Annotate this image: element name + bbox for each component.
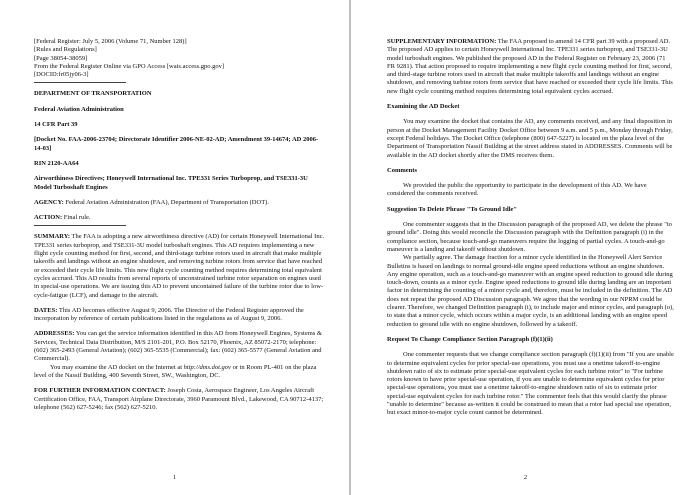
docket-number: [Docket No. FAA-2006-23704; Directorate Identifier 2006-NE-02-AD; Amendment 39-14674; AD 2006-14-03] — [34, 136, 319, 152]
header-line: From the Federal Register Online via GPO Access [wais.access.gpo.gov] — [34, 62, 225, 70]
addresses-docket-paragraph — [34, 364, 325, 381]
cfr-part: 14 CFR Part 39 — [34, 121, 78, 129]
action-text: Final rule. — [62, 214, 91, 222]
action-paragraph — [34, 214, 325, 222]
federal-register-header — [34, 38, 325, 83]
action-label: ACTION: — [34, 214, 63, 222]
addresses-docket-text-end: or in Room PL-401 on the plaza level of the Nassif Building, 400 Seventh Street, SW., Washington, DC. — [34, 363, 317, 379]
agency-name: Federal Aviation Administration — [34, 105, 124, 113]
header-line: [Rules and Regulations] — [34, 46, 97, 54]
addresses-label: ADDRESSES: — [34, 330, 75, 338]
department-heading: DEPARTMENT OF TRANSPORTATION — [34, 90, 152, 98]
agency-label: AGENCY: — [34, 198, 64, 206]
page-1 — [0, 0, 349, 495]
comments-paragraph: We provided the public the opportunity to participate in the development of this AD. We have considered the comments received. — [387, 182, 647, 198]
contact-label: FOR FURTHER INFORMATION CONTACT: — [34, 387, 166, 395]
addresses-text: You can get the service information identified in this AD from Honeywell Engines, Systems & Services, Technical Data Distribution, M/S 2101-201, P.O. Box 52170, Phoenix, AZ 85072-2170; telephone: (602) 365-2493 (General Aviation); (602) 365-5535 (Commercial); fax: (602) 365-5577 (General Aviation and Commercial). — [34, 330, 322, 363]
request-paragraph: One commenter requests that we change compliance section paragraph (f)(1)(ii) from "If you are unable to determine equivalent cycles for prior special-use operations, you must use a onetime takeoff-to-engine shutdown ratio of six to estimate prior special-use equivalent cycles for each turbine rotor" to "For turbine rotors known to have prior special-use operation, if you are unable to determine equivalent cycles for prior special-use operations, you must use a onetime takeoff-to-engine shutdown ratio of six to estimate prior special-use equivalent cycles for each turbine rotor." The commenter feels that this would clarify the phrase "unable to determine" because as-written it could be construed to mean that a rotor had special use operation, but exact minor-to-major cycle count cannot be determined. — [387, 351, 674, 417]
supplementary-paragraph — [387, 38, 674, 96]
request-heading: Request To Change Compliance Section Paragraph (f)(1)(ii) — [387, 335, 553, 343]
page-2 — [351, 0, 700, 495]
rin-number: RIN 2120-AA64 — [34, 159, 79, 167]
summary-text: The FAA is adopting a new airworthiness directive (AD) for certain Honeywell International Inc. TPE331 series turboprop, and TSE331-3U model turboshaft engines. This AD requires implementing a new flight cycle counting method for first, second, and third-stage turbine rotors used in aircraft that make multiple takeoffs and landings without an engine shutdown, and removing turbine rotors from service that have reached or exceeded their cycle life limits. This new flight cycle counting method requires determining total equivalent cycles accrued. This AD results from several reports of unconstrained turbine rotor separation on engines used in special-use operations. We are issuing this AD to prevent uncontained failure of the turbine rotor due to low-cycle-fatigue (LCF), and damage to the aircraft. — [34, 233, 325, 299]
dates-paragraph — [34, 307, 325, 324]
page-number: 2 — [523, 474, 528, 481]
summary-paragraph — [34, 233, 325, 299]
examining-paragraph: You may examine the docket that contains the AD, any comments received, and any final disposition in person at the Docket Management Facility Docket Office between 9 a.m. and 5 p.m., Monday through Friday, except Federal holidays. The Docket Office (telephone (800) 647-5227) is located on the plaza level of the Department of Transportation Nassif Building at the street address stated in ADDRESSES. Comments will be available in the AD docket shortly after the DMS receives them. — [387, 118, 673, 159]
page-number: 1 — [172, 474, 177, 481]
examining-heading: Examining the AD Docket — [387, 103, 460, 111]
document-title: Airworthiness Directives; Honeywell International Inc. TPE331 Series Turboprop, and TSE331-3U Model Turboshaft Engines — [34, 175, 308, 191]
suggestion-paragraph-2: We partially agree. The damage fraction for a minor cycle identified in the Honeywell Alert Service Bulletins is based on landings to normal ground-idle engine speed reductions without an engine shutdown. Any engine operation, such as a touch-and-go maneuver with an engine speed reduction to ground idle during touch-down, counts as a minor cycle. Engine speed reductions to ground idle during landing are an important factor in determining the counting of a minor cycle and, therefore, must be included in the definition. The AD does not repeat the proposed AD Discussion paragraph. We agree that the wording in our NPRM could be clearer. Therefore, we changed Definition paragraph (i), to include major and minor cycles, and paragraph (o), to state that a minor cycle, which occurs within a major cycle, is an additional landing with an engine speed reduction to ground idle with no engine shutdown, followed by a takeoff. — [387, 254, 674, 328]
suggestion-paragraph-1: One commenter suggests that in the Discussion paragraph of the proposed AD, we delete the phrase "to ground idle". Doing this would reconcile the Discussion paragraph with the Definition paragraph (i) in the compliance section, because touch-and-go maneuvers require the logging of partial cycles. A touch-and-go maneuver is a landing and takeoff without shutdown. — [387, 221, 672, 253]
dates-text: This AD becomes effective August 9, 2006. The Director of the Federal Register approved the incorporation by reference of certain publications listed in the regulations as of August 9, 2006. — [34, 306, 304, 323]
agency-paragraph — [34, 199, 325, 207]
suggestion-heading: Suggestion To Delete Phrase "To Ground Idle" — [387, 205, 518, 213]
header-line: [DOCID:fr05jy06-3] — [34, 71, 89, 79]
dates-label: DATES: — [34, 306, 58, 314]
addresses-paragraph — [34, 330, 325, 363]
docket-url-link[interactable]: http://dms.dot.gov — [183, 363, 231, 371]
supplementary-label: SUPPLEMENTARY INFORMATION: — [387, 38, 497, 45]
comments-heading: Comments — [387, 166, 417, 174]
agency-text: Federal Aviation Administration (FAA), Department of Transportation (DOT). — [63, 198, 269, 206]
supplementary-text: The FAA proposed to amend 14 CFR part 39 with a proposed AD. The proposed AD applies to certain Honeywell International Inc. TPE331 series turboprop, and TSE331-3U model turboshaft engines. We published the proposed AD in the Federal Register on February 23, 2006 (71 FR 9281). That action proposed to require implementing a new flight cycle counting method for first, second, and third-stage turbine rotors used in aircraft that make multiple takeoffs and landings without an engine shutdown, and removing turbine rotors from service that have reached or exceeded their cycle life limits. This new flight cycle counting method requires determining total equivalent cycles accrued. — [387, 38, 673, 95]
contact-paragraph — [34, 387, 325, 412]
header-line: [Page 38054-38059] — [34, 54, 88, 62]
header-line: [Federal Register: July 5, 2006 (Volume 71, Number 128)] — [34, 38, 187, 45]
addresses-docket-text: You may examine the AD docket on the Internet at — [50, 363, 184, 371]
contact-text: Joseph Costa, Aerospace Engineer, Los Angeles Aircraft Certification Office, FAA, Transport Airplane Directorate, 3960 Paramount Blvd., Lakewood, CA 90712-4137; telephone (562) 627-5246; fax (562) 627-5210. — [34, 387, 324, 411]
summary-label: SUMMARY: — [34, 233, 71, 241]
